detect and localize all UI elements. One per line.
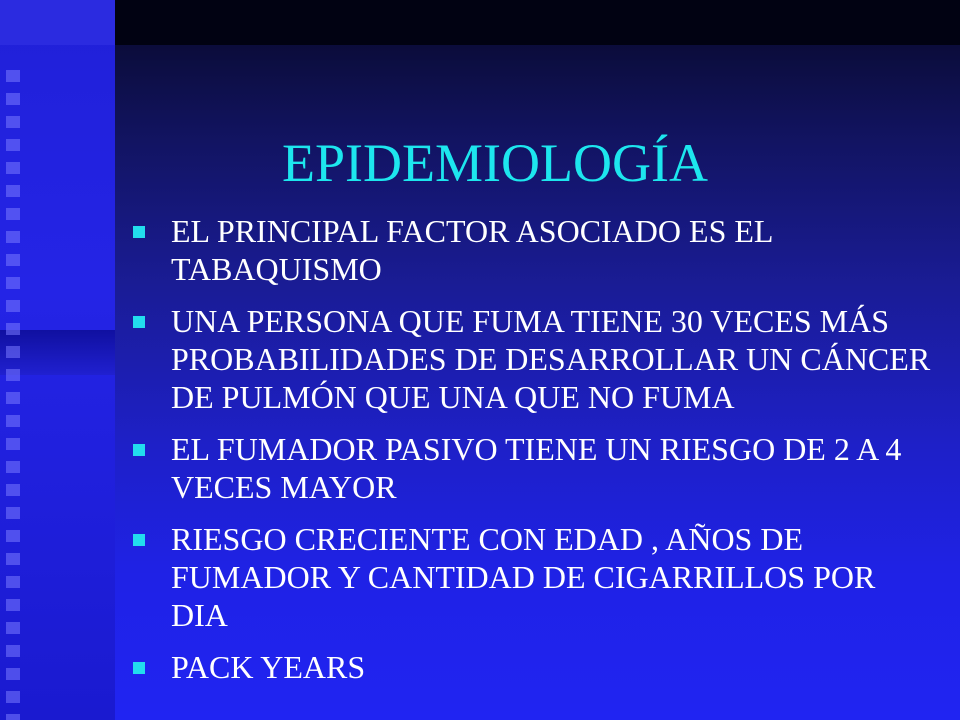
bullet-item: [133, 430, 933, 506]
square-bullet-icon: [133, 534, 145, 546]
bullet-item: [133, 212, 933, 288]
bullet-list: [133, 212, 933, 700]
square-bullet-icon: [133, 316, 145, 328]
bullet-text: EL FUMADOR PASIVO TIENE UN RIESGO DE 2 A 4 VECES MAYOR: [171, 431, 902, 505]
bullet-text: EL PRINCIPAL FACTOR ASOCIADO ES EL TABAQUISMO: [171, 213, 773, 287]
square-bullet-icon: [133, 662, 145, 674]
bullet-text: PACK YEARS: [171, 649, 366, 685]
bullet-item: [133, 302, 933, 416]
bullet-text: UNA PERSONA QUE FUMA TIENE 30 VECES MÁS PROBABILIDADES DE DESARROLLAR UN CÁNCER DE PULMÓN QUE UNA QUE NO FUMA: [171, 303, 931, 415]
bullet-item: [133, 648, 933, 686]
left-square-pattern: [6, 70, 20, 720]
left-strip-band-top: [0, 0, 115, 45]
bullet-text: RIESGO CRECIENTE CON EDAD , AÑOS DE FUMADOR Y CANTIDAD DE CIGARRILLOS POR DIA: [171, 521, 876, 633]
square-bullet-icon: [133, 226, 145, 238]
bullet-item: [133, 520, 933, 634]
slide-title: EPIDEMIOLOGÍA: [282, 133, 708, 194]
square-bullet-icon: [133, 444, 145, 456]
top-dark-band: [115, 0, 960, 45]
